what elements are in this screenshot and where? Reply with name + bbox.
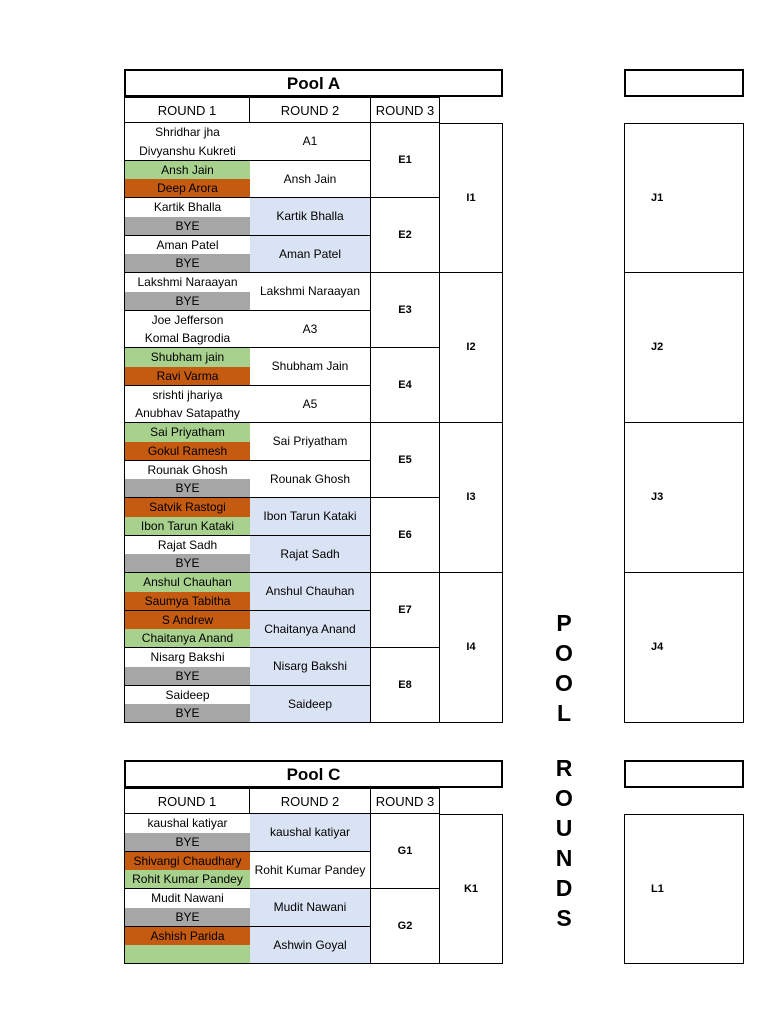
round-header: ROUND 2	[249, 787, 371, 814]
round2-entry: Aman Patel	[250, 236, 371, 274]
round1-entry: BYE	[124, 833, 251, 852]
round3-slot: G1	[371, 814, 440, 889]
round4-slot: I2	[440, 273, 503, 423]
round3-slot: G2	[371, 889, 440, 964]
vertical-letter: P	[556, 610, 572, 636]
round2-entry: A1	[250, 123, 371, 161]
round1-entry: Kartik Bhalla	[124, 198, 251, 217]
vertical-letter: O	[555, 640, 573, 666]
round3-slot: E4	[371, 348, 440, 423]
round-header: ROUND 1	[124, 787, 250, 814]
round4-slot: K1	[440, 814, 503, 964]
round1-entry: Chaitanya Anand	[124, 629, 251, 648]
round1-entry: Divyanshu Kukreti	[124, 142, 251, 161]
round1-entry: BYE	[124, 667, 251, 686]
round1-entry: S Andrew	[124, 611, 251, 630]
round2-entry: Mudit Nawani	[250, 889, 371, 927]
vertical-letter: O	[555, 670, 573, 696]
round1-entry: Sai Priyatham	[124, 423, 251, 442]
round-header: ROUND 3	[370, 96, 440, 123]
round1-entry: Shivangi Chaudhary	[124, 852, 251, 871]
round3-slot: E6	[371, 498, 440, 573]
pool-title: Pool C	[124, 760, 503, 788]
round3-slot: E7	[371, 573, 440, 648]
round1-entry: Mudit Nawani	[124, 889, 251, 908]
round3-slot: E2	[371, 198, 440, 273]
round1-entry: Rohit Kumar Pandey	[124, 870, 251, 889]
round1-entry: BYE	[124, 479, 251, 498]
round2-entry: Kartik Bhalla	[250, 198, 371, 236]
round1-entry: Saumya Tabitha	[124, 592, 251, 611]
pool-title: Pool A	[124, 69, 503, 97]
round-header: ROUND 1	[124, 96, 250, 123]
round2-entry: Rohit Kumar Pandey	[250, 852, 371, 890]
round1-entry: Komal Bagrodia	[124, 329, 251, 348]
round4-slot: I4	[440, 573, 503, 723]
round1-entry: BYE	[124, 554, 251, 573]
round1-entry: Gokul Ramesh	[124, 442, 251, 461]
round1-entry: Ibon Tarun Kataki	[124, 517, 251, 536]
round4-slot: I3	[440, 423, 503, 573]
round1-entry: Satvik Rastogi	[124, 498, 251, 517]
next-round-slot: L1	[624, 814, 744, 964]
vertical-letter: S	[556, 905, 572, 931]
round2-entry: Sai Priyatham	[250, 423, 371, 461]
round1-entry: srishti jhariya	[124, 386, 251, 405]
round1-entry: Shridhar jha	[124, 123, 251, 142]
round1-entry: Rounak Ghosh	[124, 461, 251, 480]
vertical-letter: D	[555, 875, 573, 901]
round1-entry: Anshul Chauhan	[124, 573, 251, 592]
round2-entry: Rounak Ghosh	[250, 461, 371, 499]
round1-entry: Shubham jain	[124, 348, 251, 367]
round3-slot: E1	[371, 123, 440, 198]
round2-entry: Anshul Chauhan	[250, 573, 371, 611]
round2-entry: Chaitanya Anand	[250, 611, 371, 649]
round3-slot: E8	[371, 648, 440, 723]
vertical-letter: R	[555, 755, 573, 781]
next-pool-title-box	[624, 760, 744, 788]
round1-entry: BYE	[124, 704, 251, 723]
round1-entry: BYE	[124, 217, 251, 236]
vertical-letter: O	[555, 785, 573, 811]
round2-entry: Ibon Tarun Kataki	[250, 498, 371, 536]
next-pool-title-box	[624, 69, 744, 97]
round1-entry	[124, 945, 251, 964]
round1-entry: BYE	[124, 908, 251, 927]
round1-entry: Lakshmi Naraayan	[124, 273, 251, 292]
round2-entry: Lakshmi Naraayan	[250, 273, 371, 311]
next-round-slot: J1	[624, 123, 744, 273]
round-header: ROUND 2	[249, 96, 371, 123]
round1-entry: Ashish Parida	[124, 927, 251, 946]
round1-entry: Nisarg Bakshi	[124, 648, 251, 667]
round1-entry: Saideep	[124, 686, 251, 705]
round2-entry: Saideep	[250, 686, 371, 724]
vertical-letter: N	[555, 845, 573, 871]
round2-entry: Ashwin Goyal	[250, 927, 371, 965]
vertical-letter: U	[555, 815, 573, 841]
rounds-label	[548, 753, 580, 933]
round1-entry: Ravi Varma	[124, 367, 251, 386]
round1-entry: Aman Patel	[124, 236, 251, 255]
vertical-letter: L	[556, 700, 572, 726]
round2-entry: A3	[250, 311, 371, 349]
round-header: ROUND 3	[370, 787, 440, 814]
round3-slot: E3	[371, 273, 440, 348]
pool-label	[548, 608, 580, 728]
round1-entry: Deep Arora	[124, 179, 251, 198]
round4-slot: I1	[440, 123, 503, 273]
round2-entry: Shubham Jain	[250, 348, 371, 386]
next-round-slot: J3	[624, 423, 744, 573]
round2-entry: A5	[250, 386, 371, 424]
round2-entry: Nisarg Bakshi	[250, 648, 371, 686]
round1-entry: Anubhav Satapathy	[124, 404, 251, 423]
round2-entry: Ansh Jain	[250, 161, 371, 199]
next-round-slot: J2	[624, 273, 744, 423]
round2-entry: kaushal katiyar	[250, 814, 371, 852]
round1-entry: BYE	[124, 254, 251, 273]
round1-entry: BYE	[124, 292, 251, 311]
round2-entry: Rajat Sadh	[250, 536, 371, 574]
round1-entry: Rajat Sadh	[124, 536, 251, 555]
next-round-slot: J4	[624, 573, 744, 723]
round1-entry: Joe Jefferson	[124, 311, 251, 330]
round1-entry: Ansh Jain	[124, 161, 251, 180]
round3-slot: E5	[371, 423, 440, 498]
round1-entry: kaushal katiyar	[124, 814, 251, 833]
